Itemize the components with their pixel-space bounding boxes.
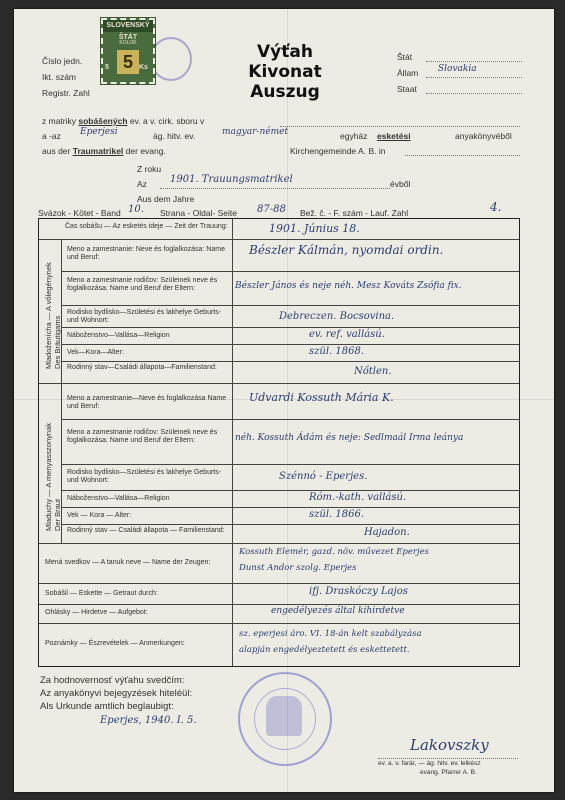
label-ikt: Ikt. szám [42,72,77,82]
stamp-currency-left: 5 [105,64,109,71]
intro-svazok: Svázok - Kötet - Band [38,208,121,218]
lauf-value: 4. [490,200,502,214]
stamp-value: 5 [117,50,139,74]
groom-side-l2: Des Bräutigams [53,315,62,369]
bride-side-label [44,423,62,531]
groom-bydlisko-label: Rodisko bydlisko—Születési és lakhelye Geburts- und Wohnort: [67,309,222,324]
revenue-stamp [101,18,155,84]
sobasil-label: Sobášil — Eskette — Getraut durch: [45,590,158,597]
groom-rodicia-value: Bészler János és neje néh. Mesz Kováts Zsófia fix. [235,281,462,291]
bride-stav-label: Rodinný stav — Családi állapota — Familienstand: [67,527,225,534]
allam-value: Slovakia [438,64,477,74]
bride-vierovy-label: Náboženstvo—Vallása—Religion [67,495,170,502]
bride-bydlisko-label: Rodisko bydlisko—Születési és lakhelye Geburts- und Wohnort: [67,469,222,484]
bride-meno-value: Udvardi Kossuth Mária K. [249,391,394,404]
sobasenych: sobášených [78,116,128,126]
document-title [210,42,360,102]
intro-az: Az [137,179,147,189]
stamp-cancellation-oval [150,37,192,81]
signature: Lakovszky [410,736,489,754]
intro-z-matriky [42,116,204,126]
place-date: Eperjes, 1940. I. 5. [100,715,197,726]
z-matriky: z matriky [42,116,76,126]
sobasil-value: ifj. Draskóczy Lajos [309,586,408,597]
intro-anyakonyv: anyakönyvéből [455,131,512,141]
bride-side-l1: Mladuchy — A menyasszonynak [44,423,53,531]
stamp-sub: KOLOK [119,40,137,46]
groom-vierovy-label: Náboženstvo—Vallása—Religion [67,332,170,339]
bride-meno-label: Meno a zamestnanie—Neve és foglalkozása Name und Beruf: [67,395,227,410]
svedkovia-value-2: Dunst Andor szolg. Eperjes [239,563,357,573]
poznamky-value-2: alapján engedélyeztetett és eskettetett. [239,645,410,655]
ev-cirk: ev. a v. cirk. sboru v [129,116,205,126]
bride-vierovy-value: Róm.-kath. vallású. [309,492,407,503]
intro-aus-dem: Aus dem Jahre [137,194,195,204]
intro-aus-der [42,146,166,156]
groom-bydlisko-value: Debreczen. Bocsovina. [279,311,395,322]
stamp-unit: Ks [139,64,148,71]
svedkovia-value-1: Kossuth Elemér, gazd. növ. művezet Eperjes [239,547,429,557]
bride-stav-value: Hajadon. [364,527,410,538]
stamp-country: SLOVENSKÝ ŠTÁT [103,20,153,32]
intro-strana: Strana - Oldal- Seite [160,208,238,218]
parish-value: Eperjesi [80,127,118,137]
bride-vek-value: szül. 1866. [309,509,365,520]
groom-meno-value: Bészler Kálmán, nyomdai ordin. [249,243,444,257]
bride-rodicia-label: Meno a zamestnanie rodičov: Szüleinek neve és foglalkozása: Name und Beruf der Eltern: [67,429,218,444]
footer-l2: Az anyakönyvi bejegyzések hiteléül: [40,688,193,699]
bride-vek-label: Vek — Kora — Alter: [67,512,132,519]
der-evang: der evang. [125,146,166,156]
band-value: 10. [128,204,144,215]
poznamky-value-1: sz. eperjesi áro. VI. 18-án kelt szabályzása [239,629,422,639]
svedkovia-label: Mená svedkov — A tanuk neve — Name der Zeugen: [45,559,211,566]
bride-bydlisko-value: Szénnó - Eperjes. [279,471,368,482]
label-stat: Štát [397,52,413,62]
cas-value: 1901. Június 18. [269,222,360,235]
intro-bez: Bež. č. - F. szám - Lauf. Zahl [300,208,409,218]
groom-meno-label: Meno a zamestnanie: Neve és foglalkozása: Name und Beruf: [67,246,225,261]
year-value: 1901. Trauungsmatrikel [170,174,293,185]
ohlasky-label: Ohlásky — Hirdetve — Aufgebot: [45,609,148,616]
groom-stav-value: Nőtlen. [354,366,392,377]
seite-value: 87-88 [257,204,286,215]
label-regist: Registr. Zahl [42,88,90,98]
intro-a-az: a -az [42,131,61,141]
ohlasky-value: engedélyezés által kihirdetve [271,606,405,616]
sign-role-2: evang. Pfarrer A. B. [420,769,477,776]
title-line-2: Kivonat [248,62,322,82]
intro-kirchen: Kirchengemeinde A. B. in [290,146,386,156]
groom-vek-value: szül. 1868. [309,346,365,357]
record-table [38,218,520,667]
official-seal [238,672,332,766]
seal-emblem-icon [266,696,302,736]
groom-vierovy-value: ev. ref. vallású. [309,329,385,340]
intro-eskuteti: esketési [377,131,411,141]
title-line-1: Výťah [257,42,313,62]
lang-value: magyar-német [222,127,289,137]
groom-side-label [44,262,62,369]
intro-z-roku: Z roku [137,164,162,174]
bride-rodicia-value: néh. Kossuth Ádám és neje: Sedlmaál Irma leánya [235,433,464,443]
poznamky-label: Poznámky — Észrevételek — Anmerkungen: [45,640,185,647]
bride-side-l2: Der Braut [53,498,62,531]
label-allam: Állam [397,68,419,78]
footer-l3: Als Urkunde amtlich beglaubigt: [40,701,174,712]
label-staat: Staat [397,84,417,94]
groom-vek-label: Vek—Kora—Alter: [67,349,124,356]
intro-ag-hitv: ág. hitv. ev. [153,131,196,141]
aus-der: aus der [42,146,71,156]
groom-side-l1: Mladoženícha — A vőlegénynek [44,262,53,369]
intro-evbol: évből [390,179,411,189]
sign-role-1: ev. a. v. farár, — ág. hitv. ev. lelkész [378,760,481,767]
groom-stav-label: Rodinný stav—Családi állapota—Familienstand: [67,364,217,371]
cas-label: Čas sobášu — Az esketés ideje — Zeit der Trauung: [65,223,228,230]
footer-l1: Za hodnovernosť výťahu svedčím: [40,675,185,686]
groom-rodicia-label: Meno a zamestnanie rodičov: Szüleinek neve és foglalkozása: Name und Beruf der Eltern: [67,277,218,292]
title-line-3: Auszug [250,82,320,102]
traumatrikel: Traumatrikel [72,146,124,156]
intro-egyhaz: egyház [340,131,368,141]
label-cislo: Číslo jedn. [42,56,83,66]
